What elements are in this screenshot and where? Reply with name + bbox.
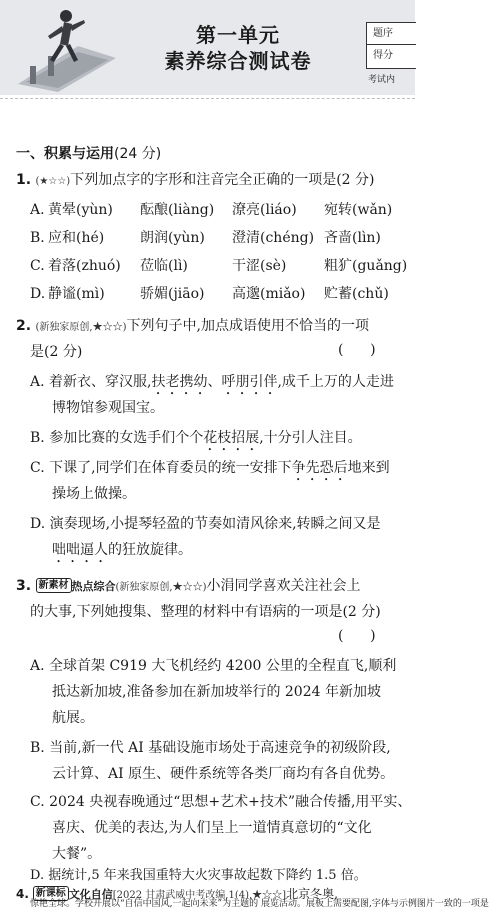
question-text: 惊艳全球。学校开展以“自信中国风,一起向未来”为主题的 (30, 899, 259, 909)
q3-option-d[interactable] (30, 866, 367, 886)
dotted-idiom: 呼朋引伴 (221, 374, 278, 390)
q1-option-c[interactable] (30, 256, 416, 276)
q2-option-c-cont: 操场上做操。 (52, 486, 136, 502)
q3-option-b[interactable] (30, 738, 391, 758)
section-score: (24 分) (114, 146, 162, 162)
question-text: 下列加点字的字形和注音完全正确的一项是(2 分) (70, 172, 375, 188)
dotted-idiom: 争先恐后 (291, 460, 348, 476)
option-label: D. (30, 286, 46, 302)
option-label: A. (30, 658, 45, 674)
option-label: D. (30, 868, 45, 883)
option-item: 高邈(miǎo) (232, 286, 306, 302)
new-material-badge: 新素材 (36, 578, 72, 593)
option-label: A. (30, 202, 45, 218)
option-item: 朗润(yùn) (140, 230, 205, 246)
option-text: 地来到 (347, 460, 390, 476)
option-text: ,成千上万的人走进 (277, 374, 394, 390)
question-meta: (新独家原创,★☆☆) (115, 582, 207, 593)
option-label: C. (30, 460, 45, 476)
score-row-score: 得分 (373, 50, 393, 61)
option-label: D. (30, 516, 46, 532)
option-item: 宛转(wǎn) (324, 202, 393, 218)
topic-tag: 文化自信 (68, 888, 113, 901)
q3-option-b-cont: 云计算、AI 原生、硬件系统等各类厂商均有各自优势。 (52, 766, 395, 782)
exam-note: 考试内 (368, 75, 396, 85)
option-item: 应和(hé) (48, 230, 105, 246)
option-item: 干涩(sè) (232, 258, 287, 274)
test-title: 素养综合测试卷 (164, 49, 312, 73)
q2-option-b[interactable] (30, 428, 362, 454)
option-label: C. (30, 794, 45, 810)
q3-option-c-cont: 大餐”。 (52, 846, 102, 862)
option-text: 演奏现场,小提琴轻盈的节奏如清风徐来,转瞬之间又是 (49, 516, 381, 532)
q3-option-a[interactable] (30, 656, 396, 676)
option-item: 粗犷(guǎng) (324, 258, 408, 274)
option-item: 吝啬(lìn) (324, 230, 381, 246)
question-4-cont (30, 899, 489, 909)
dotted-idiom: 花枝招展 (203, 430, 260, 446)
option-text: 2024 央视春晚通过“思想+艺术+技术”融合传播,用平实、 (49, 794, 412, 810)
question-1-stem (16, 170, 375, 192)
option-text: 全球首架 C919 大飞机经约 4200 公里的全程直飞,顺利 (49, 658, 397, 674)
q2-option-c[interactable] (30, 458, 390, 484)
question-2-stem-cont: 是(2 分) (30, 344, 83, 360)
option-text: 参加比赛的女选手们个个 (49, 430, 204, 446)
section-title (16, 144, 161, 164)
unit-title: 第一单元 (196, 23, 280, 47)
question-number: 1. (16, 172, 32, 188)
score-table (366, 22, 416, 69)
option-label: B. (30, 230, 45, 246)
q2-option-a[interactable] (30, 372, 394, 398)
q3-option-a-cont: 航展。 (52, 710, 94, 726)
q3-option-c-cont: 喜庆、优美的表达,为人们呈上一道情真意切的“文化 (52, 820, 372, 836)
q2-option-d-cont (52, 540, 192, 566)
q3-option-c[interactable] (30, 792, 411, 812)
option-text: 当前,新一代 AI 基础设施市场处于高速竞争的初级阶段, (49, 740, 391, 756)
question-3-stem (16, 576, 361, 598)
question-number: 4. (16, 887, 29, 901)
option-label: C. (30, 258, 45, 274)
title-block (128, 22, 348, 74)
dotted-idiom: 咄咄逼人 (52, 542, 108, 558)
question-text: 北京冬奥, (286, 887, 338, 901)
running-student-illustration (8, 6, 118, 92)
q1-option-b[interactable] (30, 228, 416, 248)
new-curriculum-badge: 新课标 (33, 886, 69, 901)
q2-option-d[interactable] (30, 514, 381, 534)
answer-blank[interactable]: ( ) (338, 342, 376, 358)
score-row-order: 题序 (367, 23, 416, 45)
option-text: ,十分引人注目。 (259, 430, 362, 446)
q1-option-a[interactable] (30, 200, 416, 220)
question-meta: [2022 甘肃武威中考改编,1(4),★☆☆] (112, 890, 287, 901)
option-text: 下课了,同学们在体育委员的统一安排下 (49, 460, 292, 476)
option-item: 贮蓄(chǔ) (324, 286, 389, 302)
option-item: 潦亮(liáo) (232, 202, 297, 218)
option-label: A. (30, 374, 45, 390)
question-text: 小涓同学喜欢关注社会上 (206, 578, 361, 594)
question-text: 展览活动。展板上需要配图,字体与示例图片一致的一项是 (260, 899, 489, 909)
option-item: 澄清(chéng) (232, 230, 315, 246)
option-item: 莅临(lì) (140, 258, 188, 274)
question-number: 3. (16, 578, 32, 594)
section-title-text: 一、积累与运用 (16, 146, 114, 162)
option-item: 着落(zhuó) (48, 258, 121, 274)
option-text: 、 (207, 374, 222, 390)
header-divider (0, 98, 415, 99)
question-3-stem-cont: 的大事,下列她搜集、整理的材料中有语病的一项是(2 分) (30, 604, 381, 620)
question-meta: (★☆☆) (35, 176, 71, 187)
option-text: 着新衣、穿汉服, (49, 374, 152, 390)
option-label: B. (30, 430, 45, 446)
topic-tag: 热点综合 (71, 580, 116, 593)
option-item: 骄媚(jiāo) (140, 286, 205, 302)
q2-option-a-cont: 博物馆参观国宝。 (52, 400, 164, 416)
q3-option-a-cont: 抵达新加坡,准备参加在新加坡举行的 2024 年新加坡 (52, 684, 381, 700)
dotted-idiom: 扶老携幼 (151, 374, 208, 390)
question-meta: (新独家原创,★☆☆) (35, 322, 127, 333)
question-text: 下列句子中,加点成语使用不恰当的一项 (126, 318, 369, 334)
q1-option-d[interactable] (30, 284, 416, 304)
option-text: 据统计,5 年来我国重特大火灾事故起数下降约 1.5 倍。 (48, 868, 367, 883)
header-banner (0, 0, 415, 95)
option-item: 黄晕(yùn) (48, 202, 113, 218)
answer-blank[interactable]: ( ) (338, 628, 376, 644)
question-number: 2. (16, 318, 32, 334)
question-2-stem (16, 316, 369, 338)
option-text: 的狂放旋律。 (108, 542, 192, 558)
option-label: B. (30, 740, 45, 756)
option-item: 静谧(mì) (48, 286, 105, 302)
option-item: 酝酿(liàng) (140, 202, 215, 218)
